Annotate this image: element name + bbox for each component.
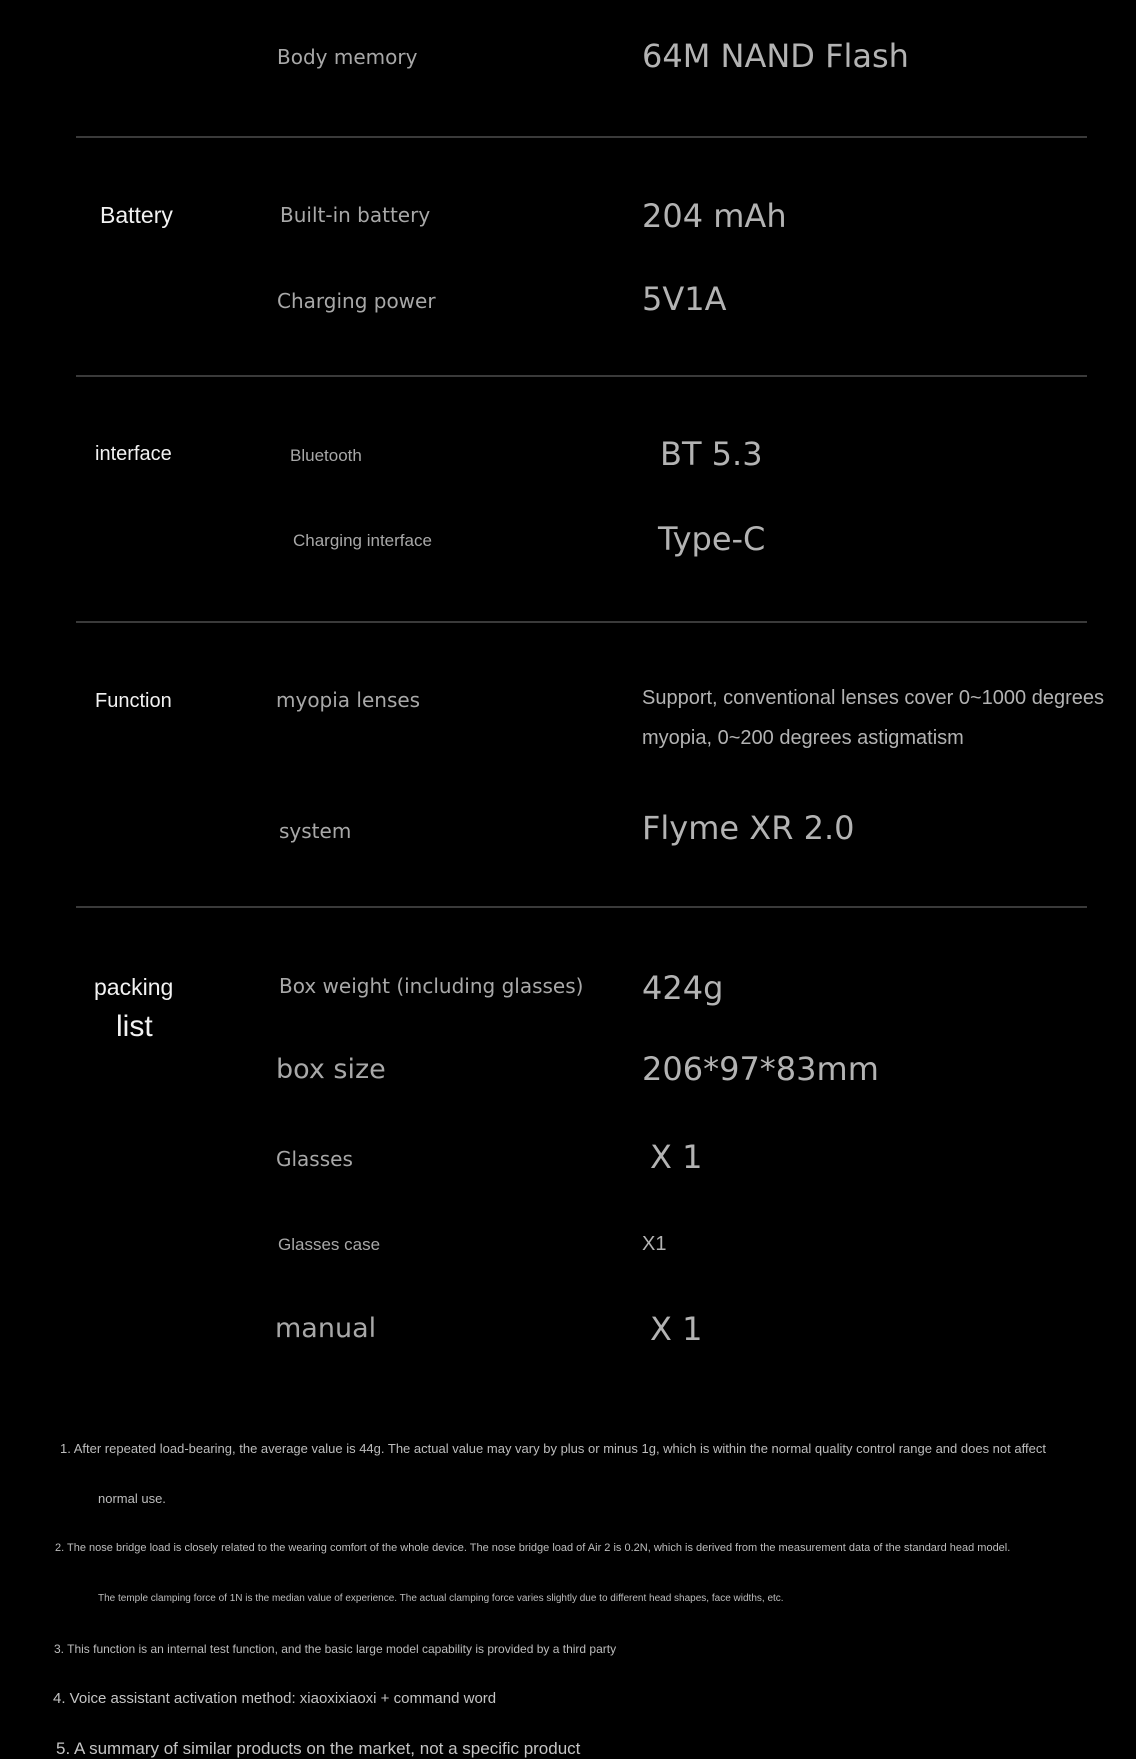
divider [76, 136, 1087, 138]
footnote-4: 4. Voice assistant activation method: xiaoxixiaoxi + command word [53, 1690, 497, 1707]
manual-label: manual [275, 1313, 377, 1344]
divider [76, 906, 1087, 908]
footnote-2-continued: The temple clamping force of 1N is the median value of experience. The actual clamping force varies slightly due to different head shapes, face widths, etc. [98, 1593, 784, 1604]
box-weight-label: Box weight (including glasses) [279, 974, 584, 998]
glasses-case-value: X1 [642, 1233, 667, 1255]
divider [76, 375, 1087, 377]
box-weight-value: 424g [642, 969, 724, 1007]
bluetooth-label: Bluetooth [290, 446, 362, 465]
glasses-label: Glasses [276, 1147, 353, 1171]
divider [76, 621, 1087, 623]
system-value: Flyme XR 2.0 [642, 809, 855, 847]
system-label: system [279, 819, 352, 843]
footnote-2: 2. The nose bridge load is closely related to the wearing comfort of the whole device. The nose bridge load of Air 2 is 0.2N, which is derived from the measurement data of the standard head model. [55, 1542, 1011, 1554]
category-function: Function [95, 690, 172, 712]
body-memory-value: 64M NAND Flash [642, 37, 909, 75]
charging-interface-label: Charging interface [293, 531, 432, 550]
charging-power-value: 5V1A [642, 280, 727, 318]
category-packing-line1: packing [94, 974, 174, 1000]
myopia-lenses-label: myopia lenses [276, 688, 421, 712]
glasses-case-label: Glasses case [278, 1235, 381, 1254]
built-in-battery-label: Built-in battery [280, 203, 431, 227]
built-in-battery-value: 204 mAh [642, 197, 787, 235]
glasses-value: X 1 [650, 1138, 703, 1176]
myopia-lenses-value: Support, conventional lenses cover 0~1000 degrees myopia, 0~200 degrees astigmatism [642, 687, 1104, 749]
bluetooth-value: BT 5.3 [660, 435, 763, 473]
category-packing-line2: list [116, 1010, 153, 1043]
manual-value: X 1 [650, 1310, 703, 1348]
charging-power-label: Charging power [277, 289, 436, 313]
footnote-1: 1. After repeated load-bearing, the average value is 44g. The actual value may vary by plus or minus 1g, which is within the normal quality control range and does not affect [60, 1441, 1046, 1456]
category-interface: interface [95, 443, 172, 465]
body-memory-label: Body memory [277, 45, 418, 69]
footnote-1-continued: normal use. [98, 1491, 166, 1506]
box-size-value: 206*97*83mm [642, 1050, 879, 1088]
category-battery: Battery [100, 202, 173, 228]
footnote-5: 5. A summary of similar products on the market, not a specific product [56, 1739, 581, 1758]
charging-interface-value: Type-C [658, 520, 766, 558]
footnote-3: 3. This function is an internal test function, and the basic large model capability is provided by a third party [54, 1642, 617, 1656]
box-size-label: box size [276, 1054, 386, 1085]
